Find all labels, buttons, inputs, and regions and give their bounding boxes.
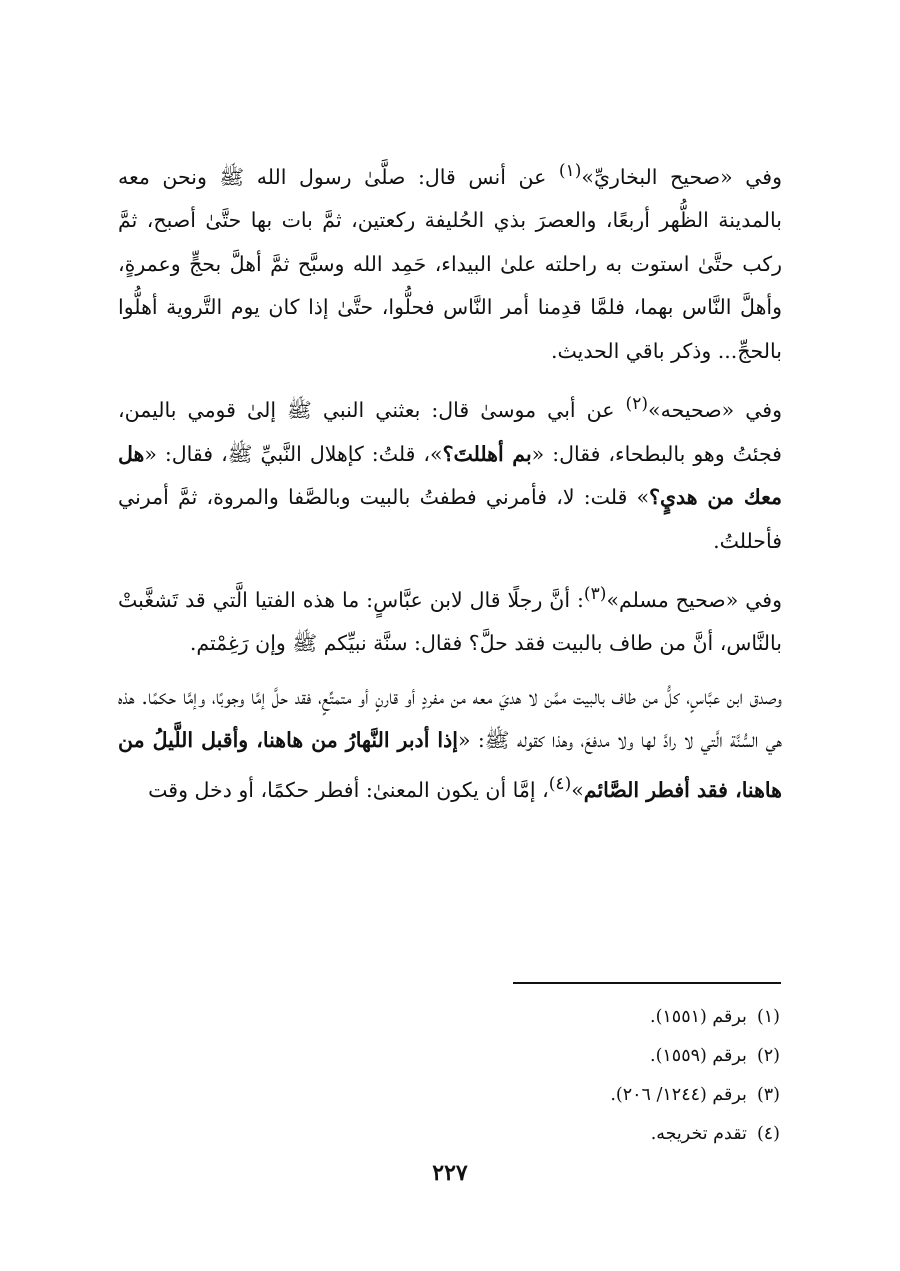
hadith-quote: بم أهللتَ؟ [442,441,532,466]
footnote-3 [380,1076,780,1115]
footnote-text: برقم (١٢٤٤/ ٢٠٦). [610,1085,747,1105]
footnote-number: (٣) [756,1085,780,1105]
footnote-ref: (٤) [548,773,572,794]
page-number: ٢٢٧ [432,1160,468,1186]
text-segment: » قلت: لا، فأمرني فطفتُ بالبيت وبالصَّفا والمروة، ثمَّ أمرني فأحللتُ. [118,485,782,553]
footnote-ref: (١) [558,161,582,181]
footnote-1 [380,998,780,1037]
text-segment: : أنَّ رجلًا قال لابن عبَّاسٍ: ما هذه الفتيا الَّتي قد تَشغَّبتْ بالنَّاس، أنَّ من طاف بالبيت فقد حلَّ؟ فقال: سنَّة نبيِّكم ﷺ وإن رَغِمْتم. [118,587,782,656]
text-segment: عن أنس قال: صلَّىٰ رسول الله ﷺ ونحن معه بالمدينة الظُّهر أربعًا، والعصرَ بذي الحُليفة ركعتين، ثمَّ بات بها حتَّىٰ أصبح، ثمَّ ركب حتَّىٰ استوت به راحلته علىٰ البيداء، حَمِد الله وسبَّح ثمَّ أهلَّ بحجٍّ وعمرةٍ، وأهلَّ النَّاس بهما، فلمَّا قدِمنا أمر النَّاس فحلُّوا، حتَّىٰ إذا كان يوم التَّروية أهلُّوا بالحجِّ... وذكر باقي الحديث. [118,164,782,363]
text-segment: وفي «صحيح البخاريِّ» [581,164,783,189]
paragraph-4 [118,676,782,812]
paragraph-2 [118,383,782,563]
main-text [118,150,782,822]
footnote-text: تقدم تخريجه. [650,1124,747,1144]
footnote-4 [380,1115,780,1154]
hadith-quote: إذا أدبر النَّهارُ من هاهنا، وأقبل اللَّيلُ من هاهنا، فقد أفطر الصَّائم [118,728,782,802]
text-segment: وفي «صحيح مسلم» [606,587,782,612]
text-segment: » [571,777,584,802]
footnotes [380,998,780,1154]
paragraph-1 [118,150,782,373]
text-segment: وفي «صحيحه» [648,398,783,423]
text-segment: عن أبي موسىٰ قال: بعثني النبي ﷺ إلىٰ قومي باليمن، فجئتُ وهو بالبطحاء، فقال: « [118,398,782,466]
footnote-divider [513,982,781,984]
text-segment: »، قلتُ: كإهلال النَّبيِّ ﷺ، فقال: « [144,441,443,466]
footnote-2 [380,1037,780,1076]
text-segment: وصدق ابن عبَّاسٍ، كلُّ من طاف بالبيت ممَّن لا هديَ معه من مفردٍ أو قارنٍ أو متمتِّعٍ، فقد حلَّ إمَّا وجوبًا، وإمَّا حكمًا. هذه هي السُّنَّة الَّتي لا رادَّ لها ولا مدفعَ، وهذا كقوله ﷺ: « [118,684,782,753]
footnote-ref: (٢) [625,394,649,415]
footnote-text: برقم (١٥٥١). [650,1007,747,1027]
text-segment: ، إمَّا أن يكون المعنىٰ: أفطر حكمًا، أو دخل وقت [148,777,549,802]
footnote-number: (١) [756,1007,780,1027]
footnote-number: (٢) [756,1046,780,1066]
paragraph-3 [118,573,782,666]
footnote-number: (٤) [756,1124,780,1144]
hadith-quote: هل معك من هديٍ؟ [118,441,782,510]
footnote-text: برقم (١٥٥٩). [650,1046,747,1066]
footnote-ref: (٣) [583,584,607,605]
